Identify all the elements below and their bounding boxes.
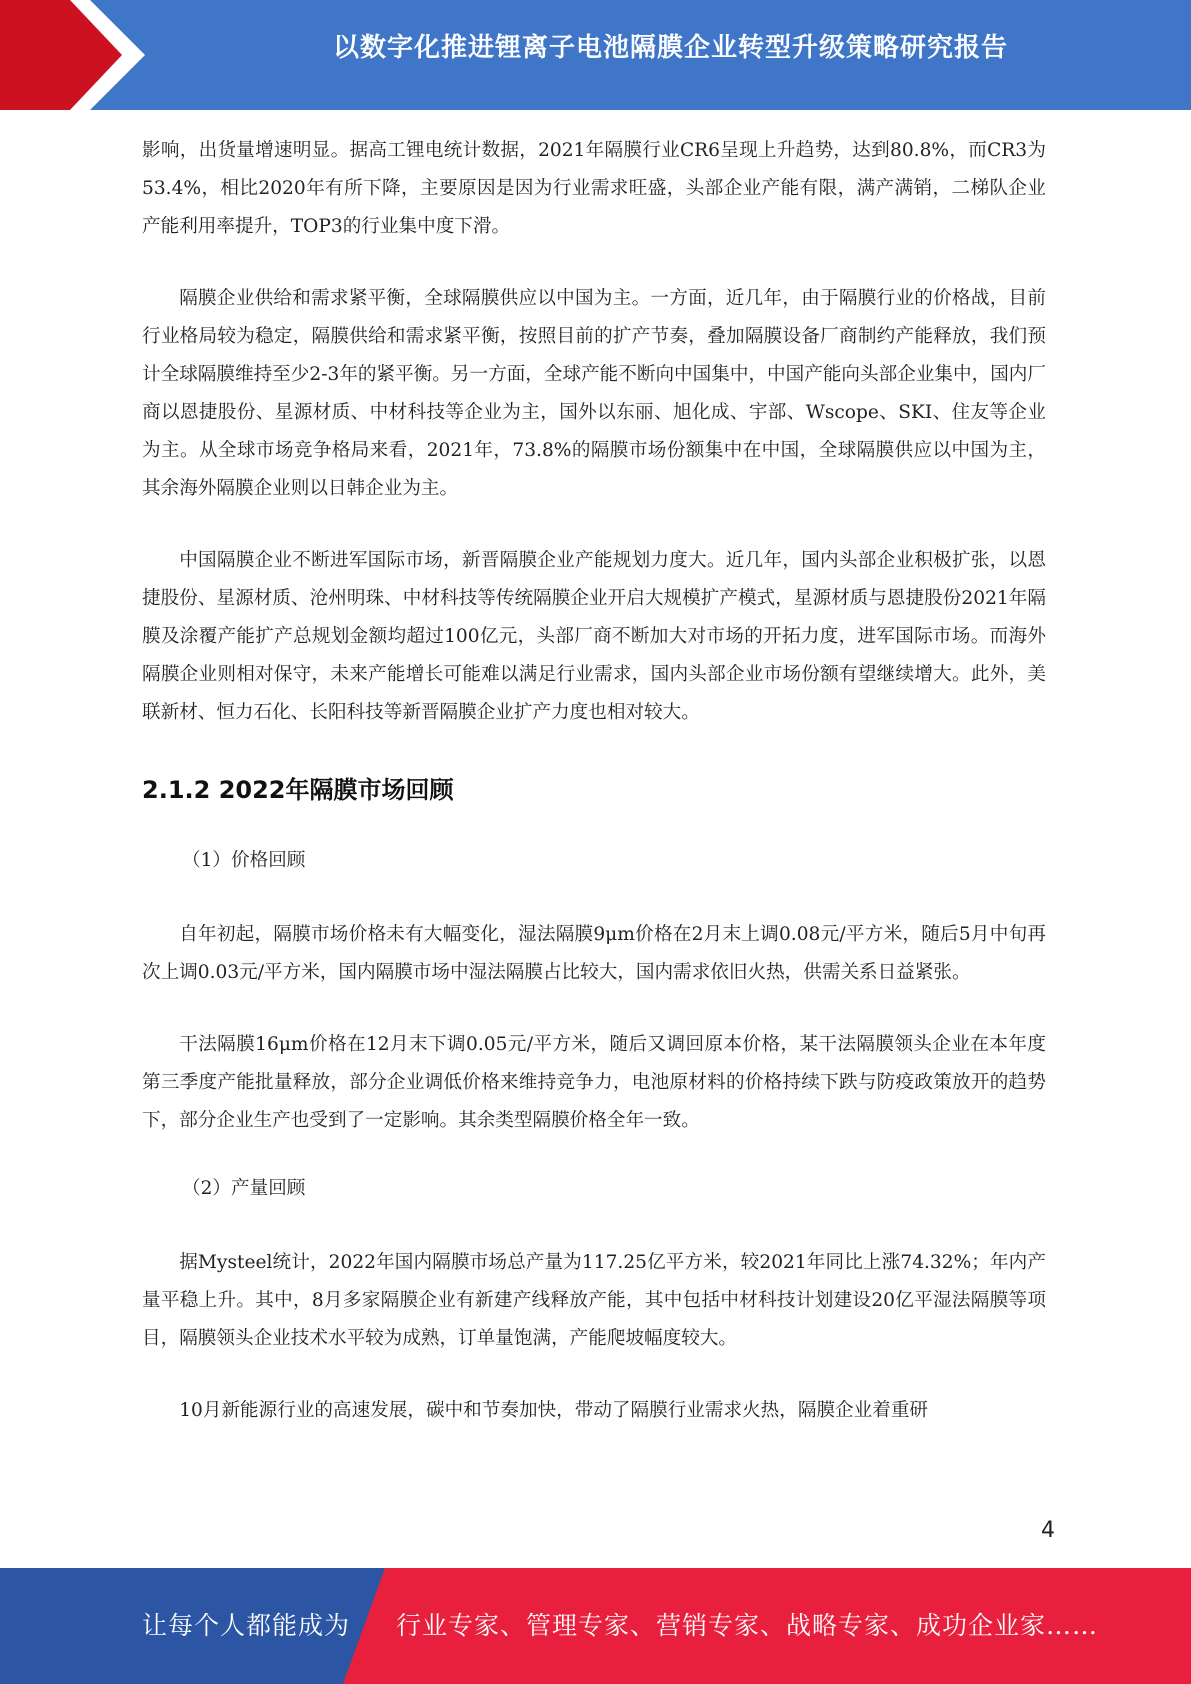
subheading-output-review: （2）产量回顾: [182, 1178, 306, 1199]
header-chevron-logo: [0, 0, 160, 110]
paragraph-october-demand: 10月新能源行业的高速发展，碳中和节奏加快，带动了隔膜行业需求火热，隔膜企业着重研: [179, 1400, 929, 1421]
paragraph-output-statistics: 据Mysteel统计，2022年国内隔膜市场总产量为117.25亿平方米，较2021年同比上涨74.32%；年内产量平稳上升。其中，8月多家隔膜企业有新建产线释放产能，其中包括中材科技计划建设20亿平湿法隔膜等项目，隔膜领头企业技术水平较为成熟，订单量饱满，产能爬坡幅度较大。: [142, 1252, 1046, 1349]
footer-slogan-right: 行业专家、管理专家、营销专家、战略专家、成功企业家……: [396, 1611, 1099, 1640]
section-heading: 2.1.2 2022年隔膜市场回顾: [142, 776, 454, 804]
report-title: 以数字化推进锂离子电池隔膜企业转型升级策略研究报告: [332, 33, 1008, 63]
paragraph-supply-demand: 隔膜企业供给和需求紧平衡，全球隔膜供应以中国为主。一方面，近几年，由于隔膜行业的价格战，目前行业格局较为稳定，隔膜供给和需求紧平衡，按照目前的扩产节奏，叠加隔膜设备厂商制约产能释放，我们预计全球隔膜维持至少2-3年的紧平衡。另一方面，全球产能不断向中国集中，中国产能向头部企业集中，国内厂商以恩捷股份、星源材质、中材科技等企业为主，国外以东丽、旭化成、宇部、Wscope、SKI、住友等企业为主。从全球市场竞争格局来看，2021年，73.8%的隔膜市场份额集中在中国，全球隔膜供应以中国为主，其余海外隔膜企业则以日韩企业为主。: [142, 288, 1046, 499]
paragraph-international-market: 中国隔膜企业不断进军国际市场，新晋隔膜企业产能规划力度大。近几年，国内头部企业积极扩张，以恩捷股份、星源材质、沧州明珠、中材科技等传统隔膜企业开启大规模扩产模式，星源材质与恩捷股份2021年隔膜及涂覆产能扩产总规划金额均超过100亿元，头部厂商不断加大对市场的开拓力度，进军国际市场。而海外隔膜企业则相对保守，未来产能增长可能难以满足行业需求，国内头部企业市场份额有望继续增大。此外，美联新材、恒力石化、长阳科技等新晋隔膜企业扩产力度也相对较大。: [142, 550, 1046, 723]
subheading-price-review: （1）价格回顾: [182, 850, 306, 871]
paragraph-wet-separator-price: 自年初起，隔膜市场价格未有大幅变化，湿法隔膜9μm价格在2月末上调0.08元/平方米，随后5月中旬再次上调0.03元/平方米，国内隔膜市场中湿法隔膜占比较大，国内需求依旧火热，供需关系日益紧张。: [142, 924, 1046, 983]
page-number: 4: [1041, 1518, 1055, 1543]
page-header: [0, 0, 1191, 110]
paragraph-continued: 影响，出货量增速明显。据高工锂电统计数据，2021年隔膜行业CR6呈现上升趋势，达到80.8%，而CR3为53.4%，相比2020年有所下降，主要原因是因为行业需求旺盛，头部企业产能有限，满产满销，二梯队企业产能利用率提升，TOP3的行业集中度下滑。: [142, 140, 1046, 237]
page-footer: [0, 1568, 1191, 1684]
page-body: [142, 132, 1046, 1430]
footer-slogan-left: 让每个人都能成为: [142, 1611, 351, 1640]
paragraph-dry-separator-price: 干法隔膜16μm价格在12月末下调0.05元/平方米，随后又调回原本价格，某干法隔膜领头企业在本年度第三季度产能批量释放，部分企业调低价格来维持竞争力，电池原材料的价格持续下跌与防疫政策放开的趋势下，部分企业生产也受到了一定影响。其余类型隔膜价格全年一致。: [142, 1034, 1046, 1131]
